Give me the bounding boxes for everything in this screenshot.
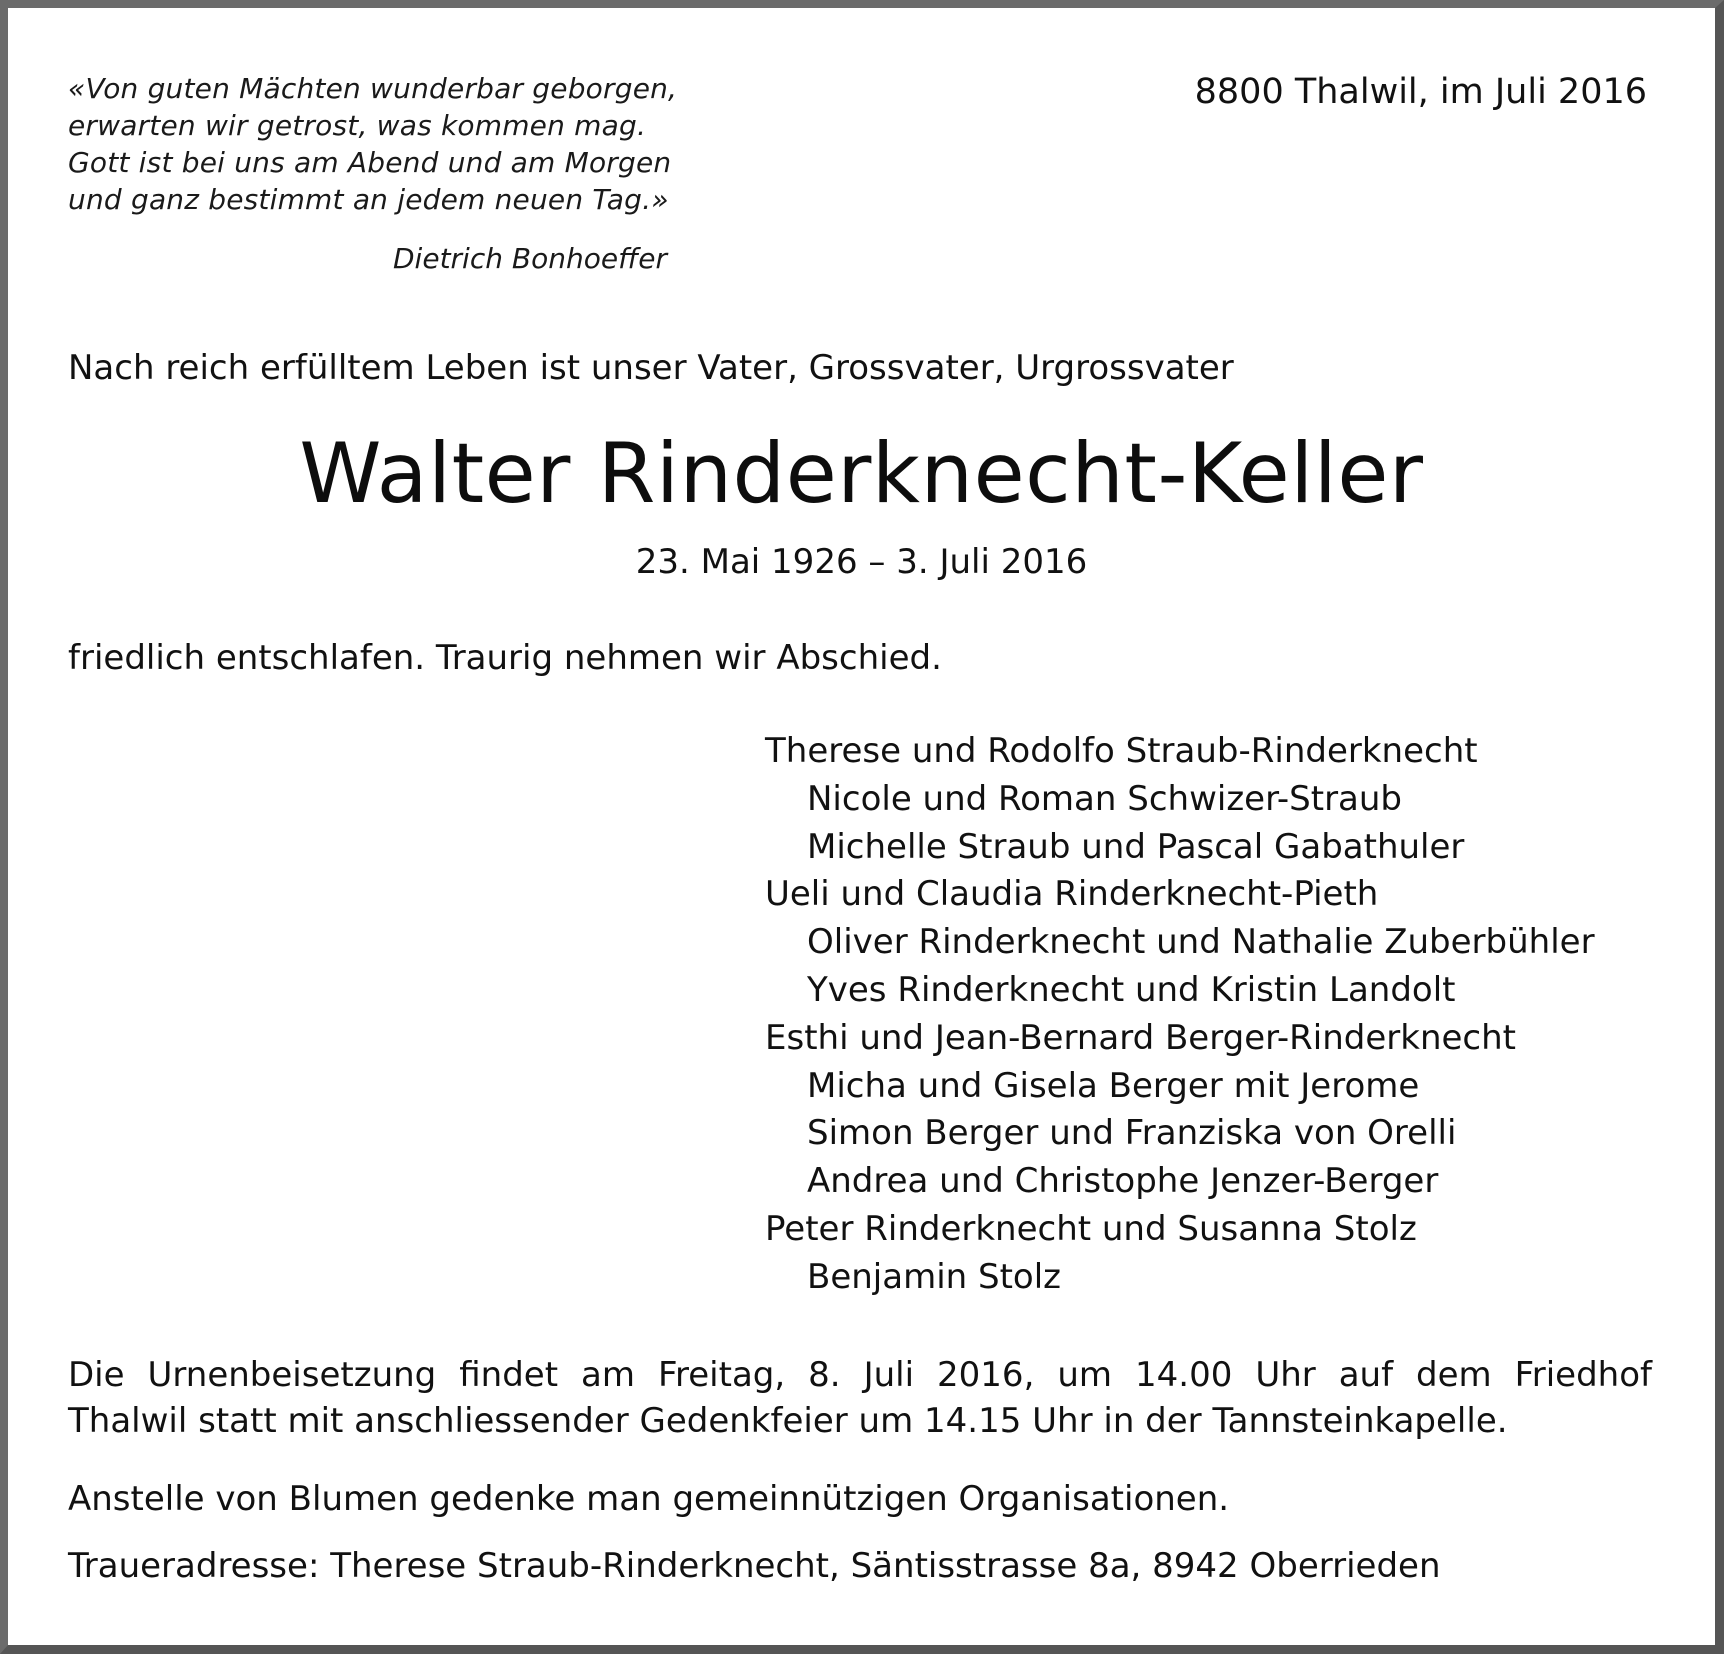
place-and-date: 8800 Thalwil, im Juli 2016 — [1194, 72, 1647, 112]
mourner-entry: Andrea und Christophe Jenzer-Berger — [807, 1161, 1439, 1202]
quote-line: Gott ist bei uns am Abend und am Morgen — [68, 146, 672, 179]
deceased-name: Walter Rinderknecht-Keller — [299, 425, 1424, 522]
mourner-entry: Micha und Gisela Berger mit Jerome — [807, 1065, 1420, 1106]
mourner-entry: Ueli und Claudia Rinderknecht-Pieth — [765, 874, 1379, 915]
mourner-entry: Peter Rinderknecht und Susanna Stolz — [765, 1208, 1417, 1249]
mourning-address: Traueradresse: Therese Straub-Rinderknecht, Säntisstrasse 8a, 8942 Oberrieden — [68, 1546, 1441, 1586]
mourner-entry: Esthi und Jean-Bernard Berger-Rinderknecht — [765, 1017, 1517, 1058]
quote-line: «Von guten Mächten wunderbar geborgen, — [68, 72, 678, 105]
farewell-text: friedlich entschlafen. Traurig nehmen wir Abschied. — [68, 638, 942, 678]
life-dates: 23. Mai 1926 – 3. Juli 2016 — [635, 542, 1088, 582]
mourner-entry: Nicole und Roman Schwizer-Straub — [807, 778, 1403, 819]
bonhoeffer-quote — [68, 70, 677, 218]
quote-line: erwarten wir getrost, was kommen mag. — [68, 109, 647, 142]
mourner-entry: Oliver Rinderknecht und Nathalie Zuberbühler — [807, 922, 1595, 963]
mourner-entry: Benjamin Stolz — [807, 1256, 1062, 1297]
ceremony-line: Die Urnenbeisetzung findet am Freitag, 8. Juli 2016, um 14.00 Uhr auf dem Friedhof — [68, 1355, 1652, 1395]
ceremony-details — [68, 1352, 1652, 1444]
quote-line: und ganz bestimmt an jedem neuen Tag.» — [68, 183, 669, 216]
mourners-list — [765, 728, 1595, 1302]
mourner-entry: Yves Rinderknecht und Kristin Landolt — [807, 969, 1456, 1010]
mourner-entry: Therese und Rodolfo Straub-Rinderknecht — [765, 731, 1478, 771]
donation-note: Anstelle von Blumen gedenke man gemeinnützigen Organisationen. — [68, 1479, 1230, 1519]
ceremony-line: Thalwil statt mit anschliessender Gedenkfeier um 14.15 Uhr in der Tannsteinkapelle. — [68, 1401, 1508, 1441]
mourner-entry: Simon Berger und Franziska von Orelli — [807, 1113, 1457, 1154]
intro-text: Nach reich erfülltem Leben ist unser Vater, Grossvater, Urgrossvater — [68, 348, 1234, 388]
quote-author: Dietrich Bonhoeffer — [393, 242, 668, 275]
mourner-entry: Michelle Straub und Pascal Gabathuler — [807, 826, 1465, 867]
